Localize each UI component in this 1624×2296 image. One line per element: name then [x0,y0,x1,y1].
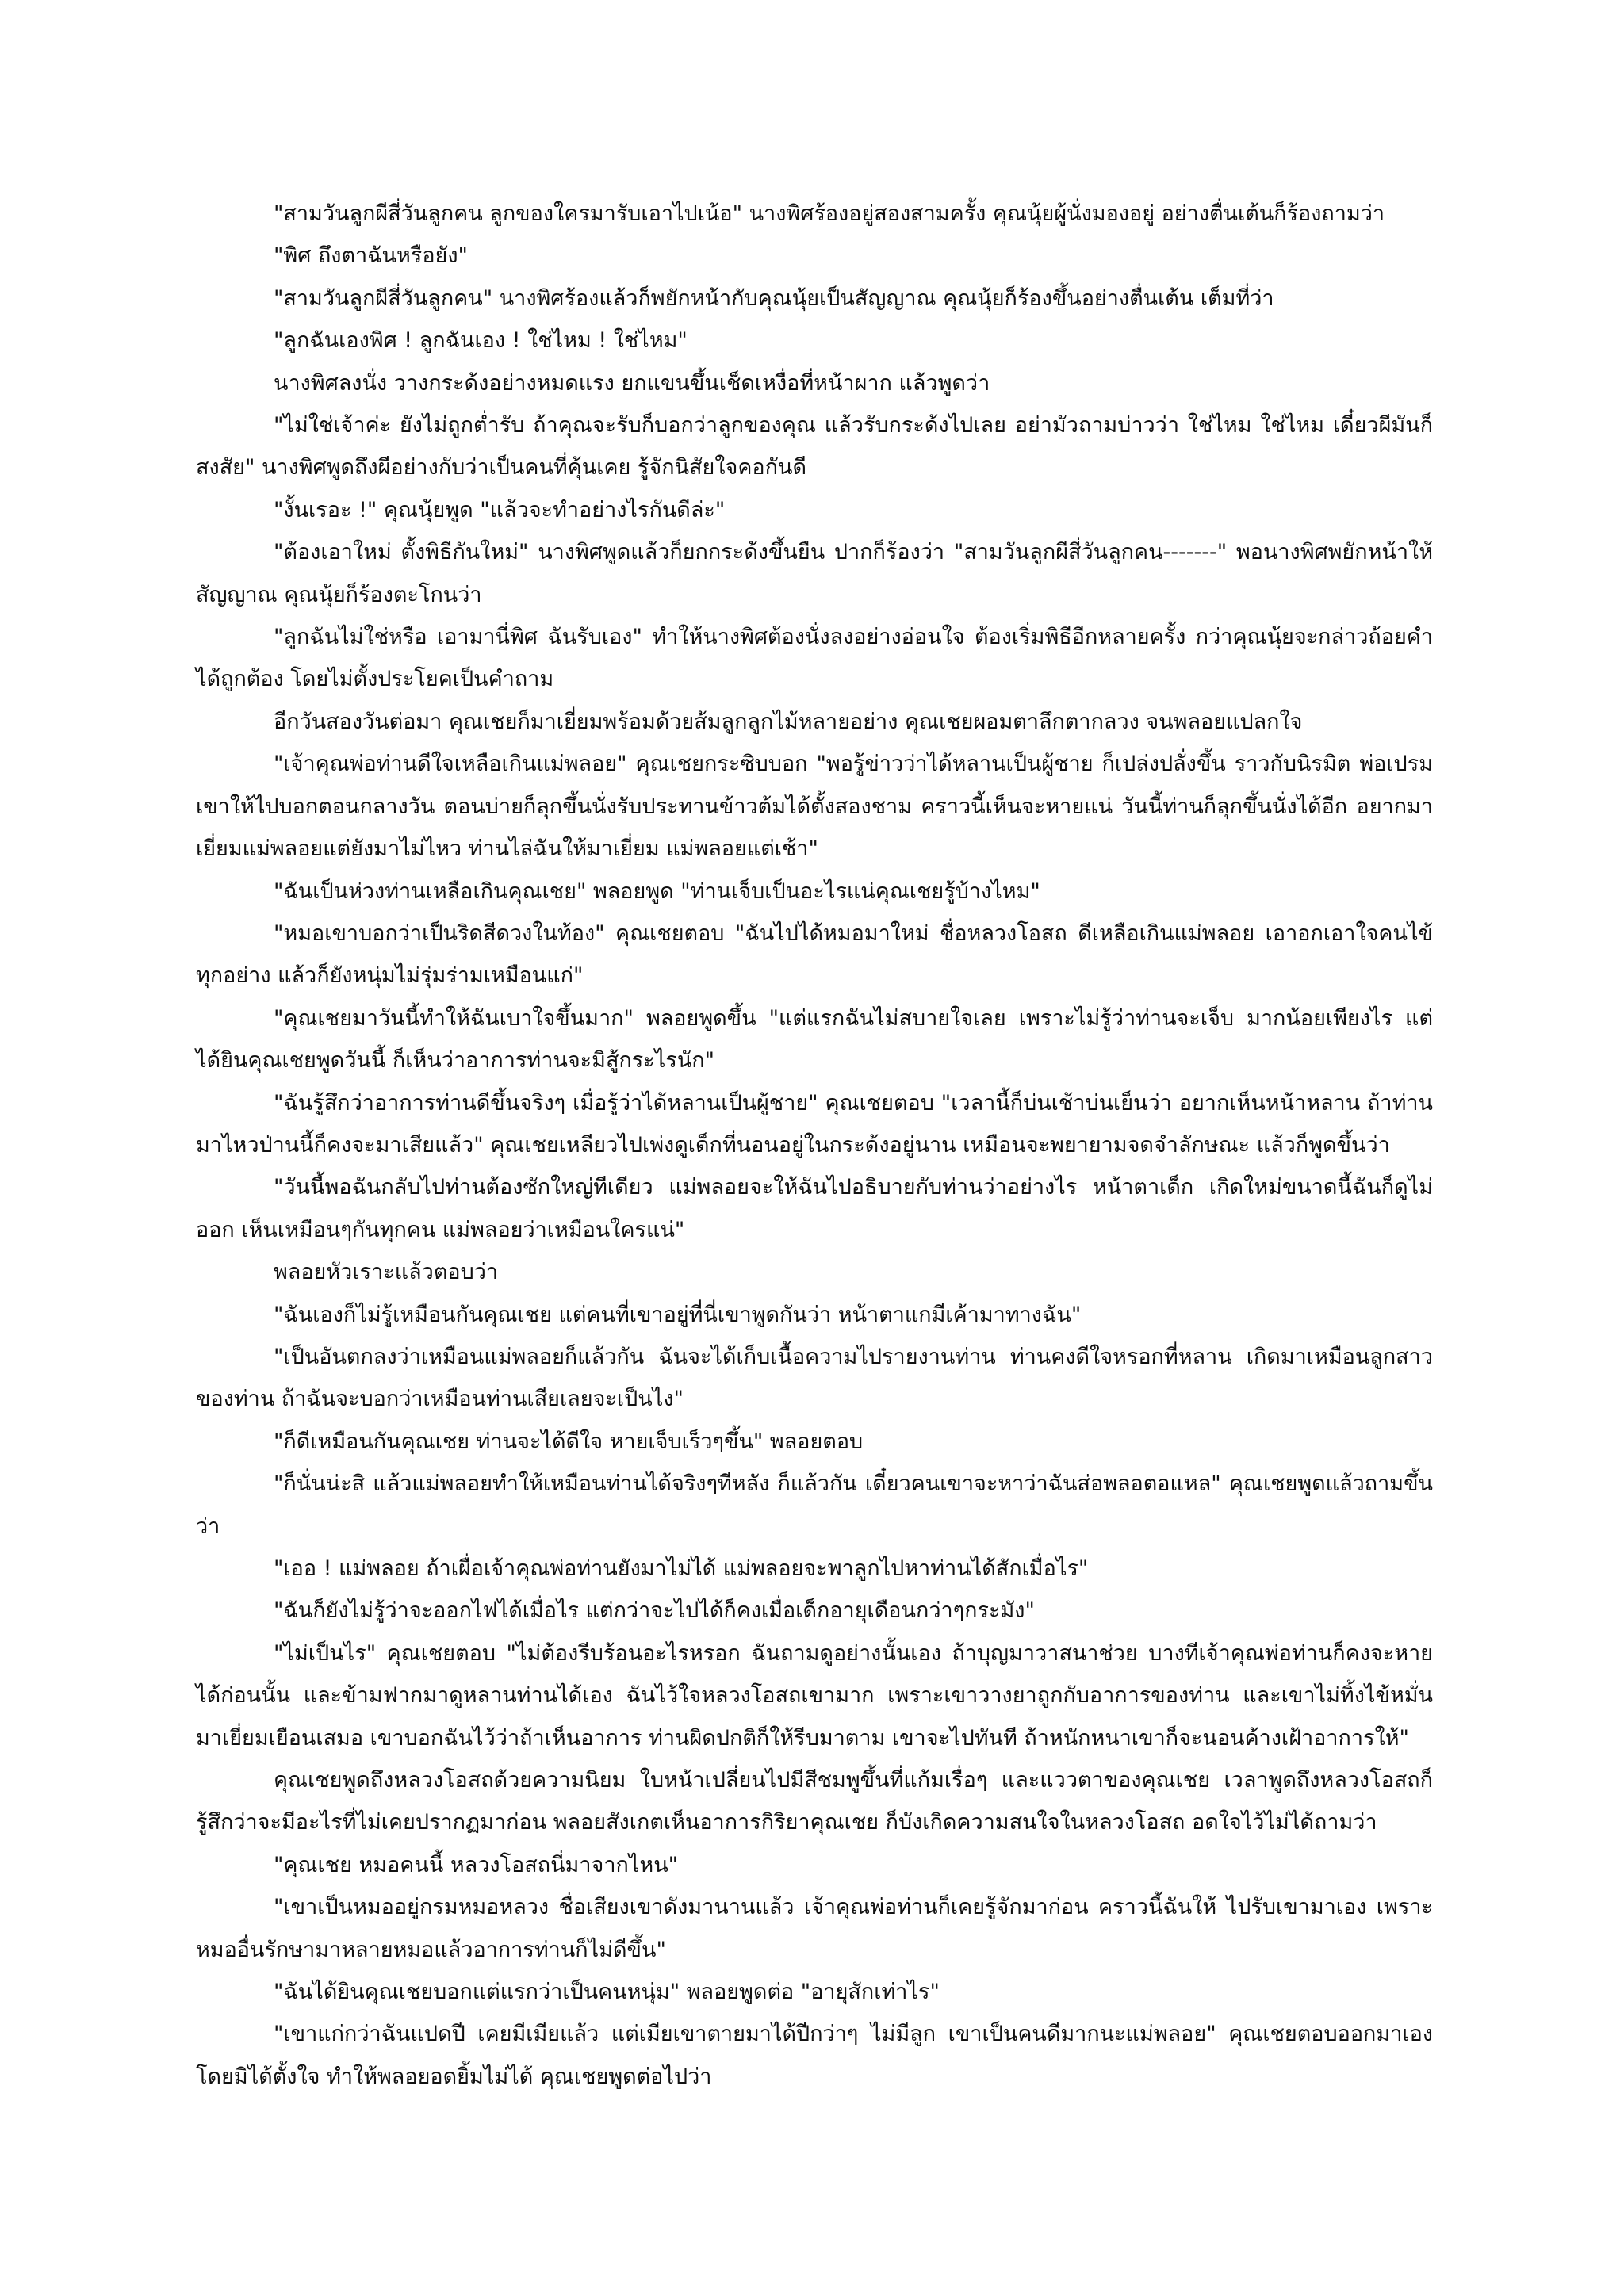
paragraph: "ลูกฉันเองพิศ ! ลูกฉันเอง ! ใช่ไหม ! ใช่ไหม" [274,328,688,354]
paragraph: "ฉันรู้สึกว่าอาการท่านดีขึ้นจริงๆ เมื่อรู้ว่าได้หลานเป็นผู้ชาย" คุณเชยตอบ "เวลานี้ก็บ่นเช้าบ่นเย็นว่า อยากเห็นหน้าหลาน ถ้าท่านมาไหวป่านนี้ก็คงจะมาเสียแล้ว" คุณเชยเหลียวไปเพ่งดูเด็กที่นอนอยู่ในกระด้งอยู่นาน เหมือนจะพยายามจดจำลักษณะ แล้วก็พูดขึ้นว่า [196,1090,1433,1158]
paragraph: "ก็นั่นน่ะสิ แล้วแม่พลอยทำให้เหมือนท่านได้จริงๆทีหลัง ก็แล้วกัน เดี๋ยวคนเขาจะหาว่าฉันส่อพลอตอแหล" คุณเชยพูดแล้วถามขึ้นว่า [196,1471,1433,1539]
paragraph: "สามวันลูกผีสี่วันลูกคน" นางพิศร้องแล้วก็พยักหน้ากับคุณนุ้ยเป็นสัญญาณ คุณนุ้ยก็ร้องขึ้นอย่างตื่นเต้น เต็มที่ว่า [274,285,1274,311]
paragraph: พลอยหัวเราะแล้วตอบว่า [274,1260,499,1285]
paragraph: "เป็นอันตกลงว่าเหมือนแม่พลอยก็แล้วกัน ฉันจะได้เก็บเนื้อความไปรายงานท่าน ท่านคงดีใจหรอกที่หลาน เกิดมาเหมือนลูกสาวของท่าน ถ้าฉันจะบอกว่าเหมือนท่านเสียเลยจะเป็นไง" [196,1344,1433,1412]
paragraph: "คุณเชย หมอคนนี้ หลวงโอสถนี่มาจากไหน" [274,1852,679,1877]
paragraph: "พิศ ถึงตาฉันหรือยัง" [274,243,468,269]
paragraph: "ฉันเป็นห่วงท่านเหลือเกินคุณเชย" พลอยพูด "ท่านเจ็บเป็นอะไรแน่คุณเชยรู้บ้างไหม" [274,878,1040,904]
paragraph: "สามวันลูกผีสี่วันลูกคน ลูกของใครมารับเอาไปเน้อ" นางพิศร้องอยู่สองสามครั้ง คุณนุ้ยผู้นั่งมองอยู่ อย่างตื่นเต้นก็ร้องถามว่า [274,201,1385,226]
paragraph: "ต้องเอาใหม่ ตั้งพิธีกันใหม่" นางพิศพูดแล้วก็ยกกระด้งขึ้นยืน ปากก็ร้องว่า "สามวันลูกผีสี่วันลูกคน-------" พอนางพิศพยักหน้าให้สัญญาณ คุณนุ้ยก็ร้องตะโกนว่า [196,540,1433,607]
paragraph: "ฉันได้ยินคุณเชยบอกแต่แรกว่าเป็นคนหนุ่ม" พลอยพูดต่อ "อายุสักเท่าไร" [274,1980,940,2005]
body-text [196,193,1433,2098]
paragraph: "คุณเชยมาวันนี้ทำให้ฉันเบาใจขึ้นมาก" พลอยพูดขึ้น "แต่แรกฉันไม่สบายใจเลย เพราะไม่รู้ว่าท่านจะเจ็บ มากน้อยเพียงไร แต่ได้ยินคุณเชยพูดวันนี้ ก็เห็นว่าอาการท่านจะมิสู้กระไรนัก" [196,1005,1433,1073]
paragraph: อีกวันสองวันต่อมา คุณเชยก็มาเยี่ยมพร้อมด้วยส้มลูกลูกไม้หลายอย่าง คุณเชยผอมตาลึกตากลวง จนพลอยแปลกใจ [274,709,1303,734]
paragraph: "ฉันเองก็ไม่รู้เหมือนกันคุณเชย แต่คนที่เขาอยู่ที่นี่เขาพูดกันว่า หน้าตาแกมีเค้ามาทางฉัน" [274,1302,1082,1327]
paragraph: "งั้นเรอะ !" คุณนุ้ยพูด "แล้วจะทำอย่างไรกันดีล่ะ" [274,497,726,522]
paragraph: "วันนี้พอฉันกลับไปท่านต้องซักใหญ่ทีเดียว แม่พลอยจะให้ฉันไปอธิบายกับท่านว่าอย่างไร หน้าตาเด็ก เกิดใหม่ขนาดนี้ฉันก็ดูไม่ออก เห็นเหมือนๆกันทุกคน แม่พลอยว่าเหมือนใครแน่" [196,1175,1433,1242]
paragraph: "ไม่ใช่เจ้าค่ะ ยังไม่ถูกต่ำรับ ถ้าคุณจะรับก็บอกว่าลูกของคุณ แล้วรับกระด้งไปเลย อย่ามัวถามบ่าวว่า ใช่ไหม ใช่ไหม เดี๋ยวผีมันก็สงสัย" นางพิศพูดถึงผีอย่างกับว่าเป็นคนที่คุ้นเคย รู้จักนิสัยใจคอกันดี [196,413,1433,480]
paragraph: คุณเชยพูดถึงหลวงโอสถด้วยความนิยม ใบหน้าเปลี่ยนไปมีสีชมพูขึ้นที่แก้มเรื่อๆ และแววตาของคุณเชย เวลาพูดถึงหลวงโอสถก็รู้สึกว่าจะมีอะไรที่ไม่เคยปรากฏมาก่อน พลอยสังเกตเห็นอาการกิริยาคุณเชย ก็บังเกิดความสนใจในหลวงโอสถ อดใจไว้ไม่ได้ถามว่า [196,1768,1433,1835]
paragraph: "ก็ดีเหมือนกันคุณเชย ท่านจะได้ดีใจ หายเจ็บเร็วๆขึ้น" พลอยตอบ [274,1429,864,1454]
paragraph: "ฉันก็ยังไม่รู้ว่าจะออกไฟได้เมื่อไร แต่กว่าจะไปได้ก็คงเมื่อเด็กอายุเดือนกว่าๆกระมัง" [274,1598,1035,1624]
paragraph: "เขาแก่กว่าฉันแปดปี เคยมีเมียแล้ว แต่เมียเขาตายมาได้ปีกว่าๆ ไม่มีลูก เขาเป็นคนดีมากนะแม่พลอย" คุณเชยตอบออกมาเองโดยมิได้ตั้งใจ ทำให้พลอยอดยิ้มไม่ได้ คุณเชยพูดต่อไปว่า [196,2022,1433,2089]
paragraph: "ลูกฉันไม่ใช่หรือ เอามานี่พิศ ฉันรับเอง" ทำให้นางพิศต้องนั่งลงอย่างอ่อนใจ ต้องเริ่มพิธีอีกหลายครั้ง กว่าคุณนุ้ยจะกล่าวถ้อยคำได้ถูกต้อง โดยไม่ตั้งประโยคเป็นคำถาม [196,625,1433,692]
paragraph: "เจ้าคุณพ่อท่านดีใจเหลือเกินแม่พลอย" คุณเชยกระซิบบอก "พอรู้ข่าวว่าได้หลานเป็นผู้ชาย ก็เปล่งปลั่งขึ้น ราวกับนิรมิต พ่อเปรมเขาให้ไปบอกตอนกลางวัน ตอนบ่ายก็ลุกขึ้นนั่งรับประทานข้าวต้มได้ตั้งสองชาม คราวนี้เห็นจะหายแน่ วันนี้ท่านก็ลุกขึ้นนั่งได้อีก อยากมาเยี่ยมแม่พลอยแต่ยังมาไม่ไหว ท่านไล่ฉันให้มาเยี่ยม แม่พลอยแต่เช้า" [196,752,1433,862]
paragraph: นางพิศลงนั่ง วางกระด้งอย่างหมดแรง ยกแขนขึ้นเช็ดเหงื่อที่หน้าผาก แล้วพูดว่า [274,370,990,396]
paragraph: "เออ ! แม่พลอย ถ้าเผื่อเจ้าคุณพ่อท่านยังมาไม่ได้ แม่พลอยจะพาลูกไปหาท่านได้สักเมื่อไร" [274,1556,1089,1581]
paragraph: "ไม่เป็นไร" คุณเชยตอบ "ไม่ต้องรีบร้อนอะไรหรอก ฉันถามดูอย่างนั้นเอง ถ้าบุญมาวาสนาช่วย บางทีเจ้าคุณพ่อท่านก็คงจะหายได้ก่อนนั้น และข้ามฟากมาดูหลานท่านได้เอง ฉันไว้ใจหลวงโอสถเขามาก เพราะเขาวางยาถูกกับอาการของท่าน และเขาไม่ทิ้งไข้หมั่นมาเยี่ยมเยือนเสมอ เขาบอกฉันไว้ว่าถ้าเห็นอาการ ท่านผิดปกติก็ให้รีบมาตาม เขาจะไปทันที ถ้าหนักหนาเขาก็จะนอนค้างเฝ้าอาการให้" [196,1640,1433,1751]
paragraph: "หมอเขาบอกว่าเป็นริดสีดวงในท้อง" คุณเชยตอบ "ฉันไปได้หมอมาใหม่ ชื่อหลวงโอสถ ดีเหลือเกินแม่พลอย เอาอกเอาใจคนไข้ทุกอย่าง แล้วก็ยังหนุ่มไม่รุ่มร่ามเหมือนแก่" [196,920,1433,989]
paragraph: "เขาเป็นหมออยู่กรมหมอหลวง ชื่อเสียงเขาดังมานานแล้ว เจ้าคุณพ่อท่านก็เคยรู้จักมาก่อน คราวนี้ฉันให้ ไปรับเขามาเอง เพราะหมออื่นรักษามาหลายหมอแล้วอาการท่านก็ไม่ดีขึ้น" [196,1895,1433,1962]
